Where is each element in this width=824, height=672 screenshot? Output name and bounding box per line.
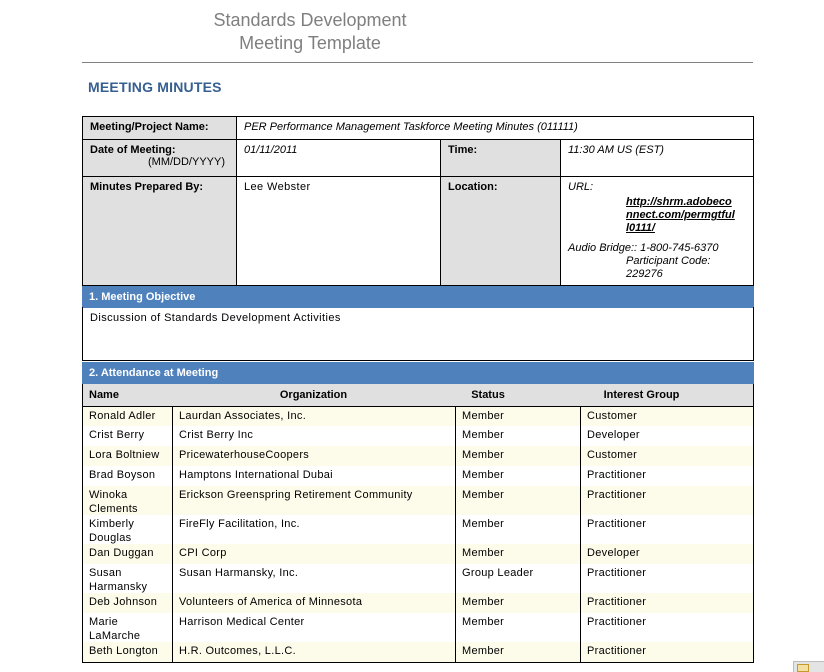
- date-label-cell: [82, 139, 237, 177]
- attendance-row: [82, 642, 754, 663]
- attendee-name: Marie LaMarche: [89, 616, 141, 642]
- project-name-label: Meeting/Project Name:: [82, 116, 237, 140]
- attendee-status: Member: [455, 544, 580, 564]
- attendee-status: Member: [455, 486, 580, 515]
- attendance-row: [82, 486, 754, 516]
- attendee-interest-group: Practitioner: [580, 613, 753, 642]
- attendee-interest-group: Practitioner: [580, 642, 753, 662]
- col-interest-group: Interest Group: [603, 389, 680, 401]
- attendee-status: Member: [455, 593, 580, 613]
- attendee-interest-group: Practitioner: [580, 515, 753, 544]
- attendee-organization: Volunteers of America of Minnesota: [172, 593, 455, 613]
- attendee-name: Dan Duggan: [89, 547, 154, 559]
- header-divider: [82, 62, 753, 63]
- url-label: URL:: [568, 181, 594, 193]
- attendee-name: Deb Johnson: [89, 596, 158, 608]
- attendee-interest-group: Customer: [580, 446, 753, 466]
- attendee-interest-group: Practitioner: [580, 564, 753, 593]
- project-name-value: PER Performance Management Taskforce Meeting Minutes (011111): [236, 116, 754, 140]
- attendance-row: [82, 564, 754, 594]
- title-line-2: Meeting Template: [239, 33, 381, 53]
- attendee-name: Kimberly Douglas: [89, 518, 135, 544]
- attendee-status: Member: [455, 613, 580, 642]
- attendance-row: [82, 593, 754, 614]
- attendee-status: Member: [455, 466, 580, 486]
- prepared-by-value: Lee Webster: [236, 176, 441, 286]
- attendee-status: Member: [455, 446, 580, 466]
- attendee-name: Brad Boyson: [89, 469, 156, 481]
- attendee-organization: CPI Corp: [172, 544, 455, 564]
- participant-code-label: Participant Code:: [626, 255, 711, 267]
- attendee-organization: Hamptons International Dubai: [172, 466, 455, 486]
- col-organization: Organization: [279, 389, 348, 401]
- col-status: Status: [471, 389, 505, 401]
- attendance-row: [82, 446, 754, 467]
- attendee-organization: H.R. Outcomes, L.L.C.: [172, 642, 455, 662]
- attendee-organization: PricewaterhouseCoopers: [172, 446, 455, 466]
- attendee-status: Member: [455, 515, 580, 544]
- attendee-organization: Crist Berry Inc: [172, 426, 455, 446]
- meeting-minutes-heading: MEETING MINUTES: [88, 79, 222, 95]
- status-icon: [797, 664, 809, 672]
- attendee-name: Ronald Adler: [89, 410, 156, 422]
- location-value-cell: [560, 176, 754, 286]
- meeting-url-link[interactable]: [568, 196, 746, 235]
- attendee-organization: Susan Harmansky, Inc.: [172, 564, 455, 593]
- participant-code: 229276: [626, 268, 663, 280]
- date-label: Date of Meeting:: [90, 144, 176, 156]
- attendee-interest-group: Developer: [580, 426, 753, 446]
- attendee-name: Susan Harmansky: [89, 567, 148, 593]
- attendee-organization: FireFly Facilitation, Inc.: [172, 515, 455, 544]
- time-value: 11:30 AM US (EST): [560, 139, 754, 177]
- attendance-header-row: [82, 384, 754, 406]
- time-label: Time:: [440, 139, 561, 177]
- date-format-hint: (MM/DD/YYYY): [148, 156, 225, 168]
- attendee-interest-group: Practitioner: [580, 486, 753, 515]
- attendance-row: [82, 613, 754, 643]
- attendee-name: Lora Boltniew: [89, 449, 160, 461]
- date-value: 01/11/2011: [236, 139, 441, 177]
- url-line-1[interactable]: http://shrm.adobeco: [626, 196, 732, 208]
- attendee-organization: Laurdan Associates, Inc.: [172, 407, 455, 426]
- attendee-status: Member: [455, 426, 580, 446]
- attendee-name: Crist Berry: [89, 429, 145, 441]
- attendee-interest-group: Developer: [580, 544, 753, 564]
- prepared-by-label: Minutes Prepared By:: [82, 176, 237, 286]
- attendee-interest-group: Practitioner: [580, 593, 753, 613]
- attendance-row: [82, 466, 754, 487]
- url-line-3[interactable]: l0111/: [626, 222, 655, 234]
- attendance-row: [82, 426, 754, 447]
- attendee-name: Beth Longton: [89, 645, 159, 657]
- attendance-row: [82, 515, 754, 545]
- attendee-interest-group: Practitioner: [580, 466, 753, 486]
- attendance-heading: 2. Attendance at Meeting: [82, 362, 754, 384]
- attendee-organization: Harrison Medical Center: [172, 613, 455, 642]
- attendee-status: Member: [455, 407, 580, 426]
- attendee-name: Winoka Clements: [89, 489, 138, 515]
- url-line-2[interactable]: nnect.com/permgtful: [626, 209, 735, 221]
- window-corner: [793, 661, 824, 672]
- attendee-status: Group Leader: [455, 564, 580, 593]
- attendance-row: [82, 544, 754, 565]
- audio-bridge: Audio Bridge:: 1-800-745-6370: [568, 242, 719, 254]
- attendee-organization: Erickson Greenspring Retirement Community: [172, 486, 455, 515]
- attendee-interest-group: Customer: [580, 407, 753, 426]
- attendee-status: Member: [455, 642, 580, 662]
- col-name: Name: [89, 389, 119, 401]
- objective-text: Discussion of Standards Development Activities: [82, 307, 754, 361]
- objective-heading: 1. Meeting Objective: [82, 286, 754, 308]
- title-line-1: Standards Development: [213, 10, 407, 30]
- location-label: Location:: [440, 176, 561, 286]
- document-title: [150, 9, 470, 55]
- attendance-row: [82, 406, 754, 427]
